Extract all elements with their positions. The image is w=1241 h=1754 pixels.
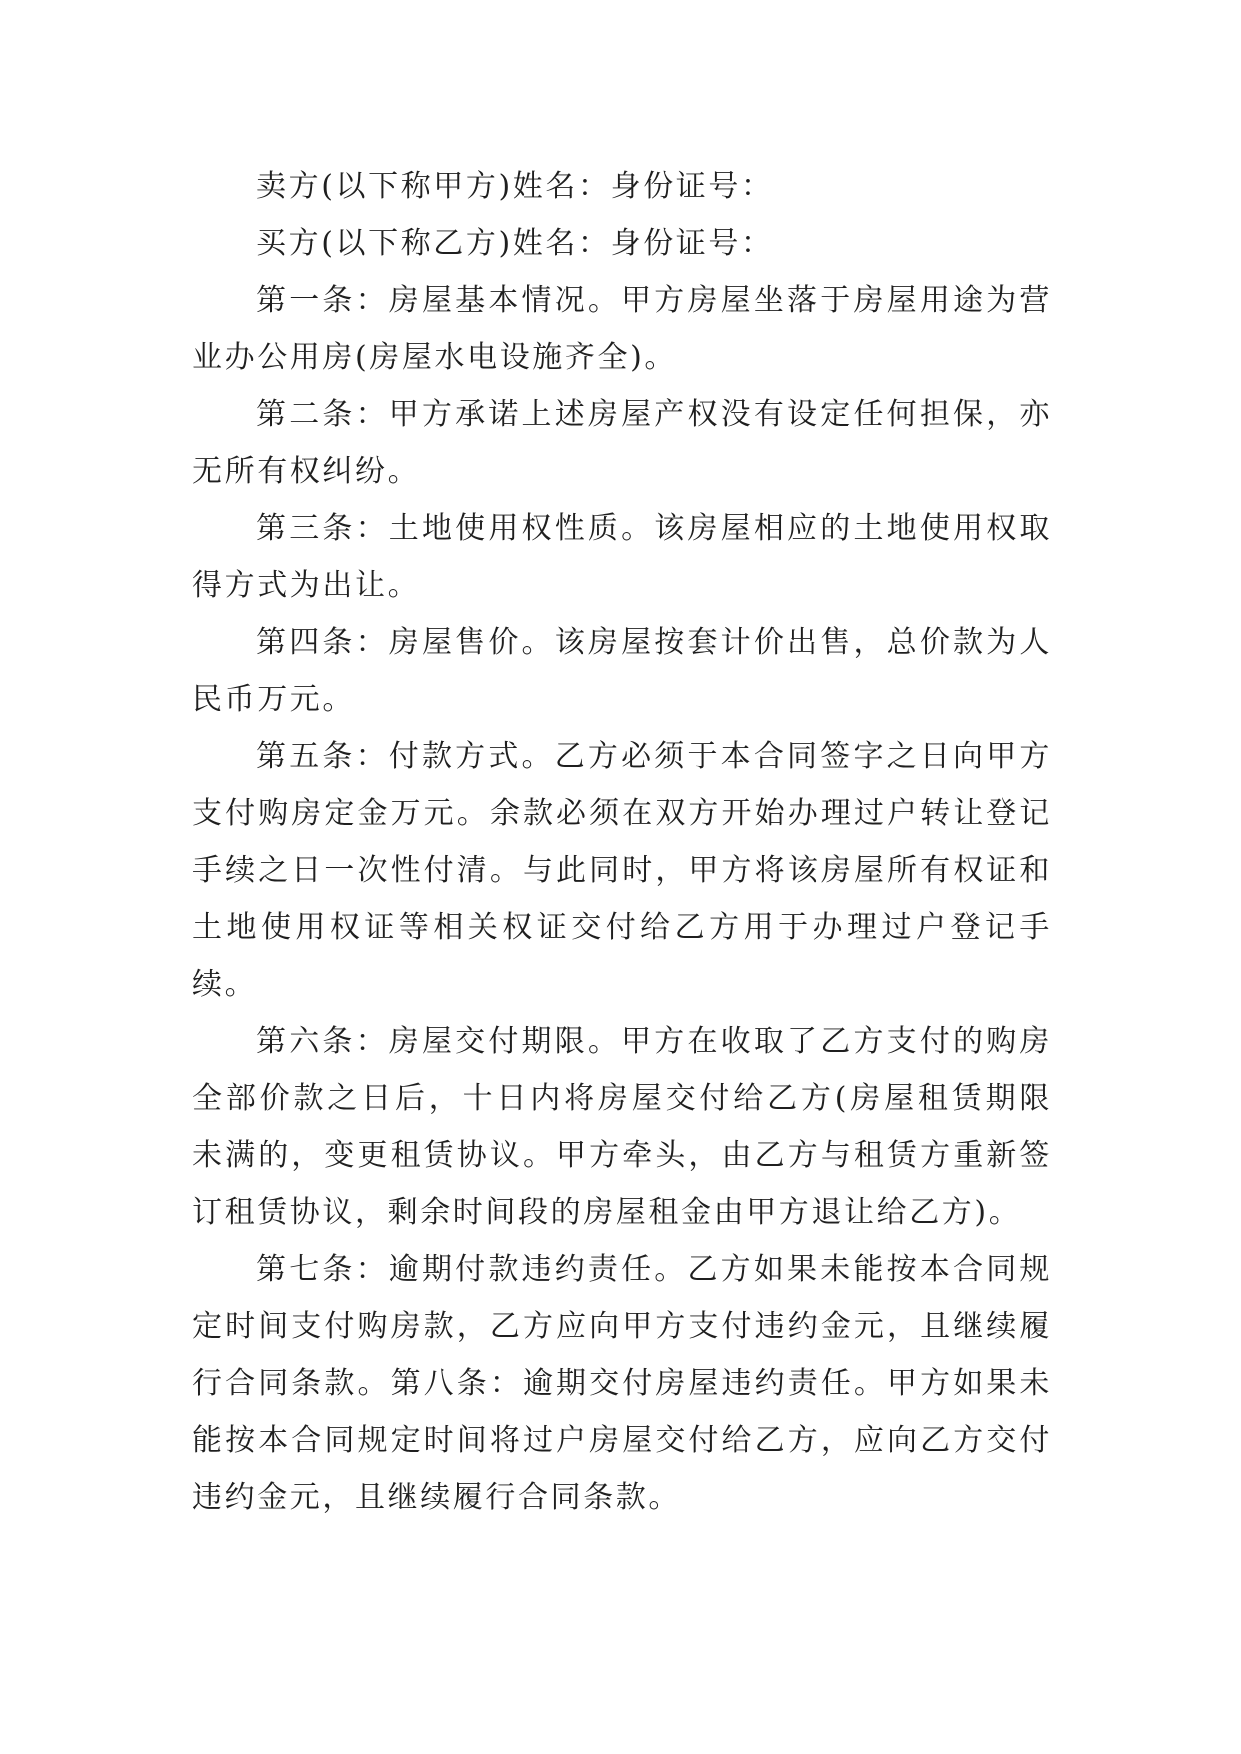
document-body: [192, 158, 1052, 1526]
clause-5: 第五条：付款方式。乙方必须于本合同签字之日向甲方支付购房定金万元。余款必须在双方开始办理过户转让登记手续之日一次性付清。与此同时，甲方将该房屋所有权证和土地使用权证等相关权证交付给乙方用于办理过户登记手续。: [192, 739, 1052, 1002]
clause-7-8: 第七条：逾期付款违约责任。乙方如果未能按本合同规定时间支付购房款，乙方应向甲方支付违约金元，且继续履行合同条款。第八条：逾期交付房屋违约责任。甲方如果未能按本合同规定时间将过户房屋交付给乙方，应向乙方交付违约金元，且继续履行合同条款。: [192, 1252, 1052, 1515]
buyer-info-line: 买方(以下称乙方)姓名：身份证号：: [256, 226, 774, 261]
clause-6: 第六条：房屋交付期限。甲方在收取了乙方支付的购房全部价款之日后，十日内将房屋交付给乙方(房屋租赁期限未满的，变更租赁协议。甲方牵头，由乙方与租赁方重新签订租赁协议，剩余时间段的房屋租金由甲方退让给乙方)。: [192, 1024, 1052, 1230]
seller-info-line: 卖方(以下称甲方)姓名：身份证号：: [256, 169, 774, 204]
clause-3: 第三条：土地使用权性质。该房屋相应的土地使用权取得方式为出让。: [192, 511, 1052, 603]
clause-1: 第一条：房屋基本情况。甲方房屋坐落于房屋用途为营业办公用房(房屋水电设施齐全)。: [192, 283, 1052, 375]
clause-2: 第二条：甲方承诺上述房屋产权没有设定任何担保，亦无所有权纠纷。: [192, 397, 1052, 489]
clause-4: 第四条：房屋售价。该房屋按套计价出售，总价款为人民币万元。: [192, 625, 1052, 717]
